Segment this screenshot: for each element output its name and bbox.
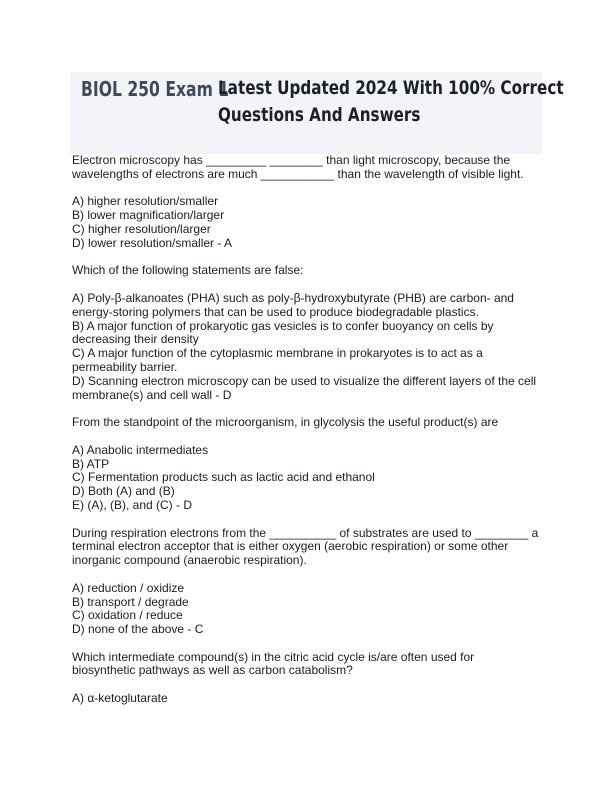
document-body	[72, 154, 544, 720]
text-line: B) A major function of prokaryotic gas vesicles is to confer buoyancy on cells by	[72, 318, 494, 333]
text-line: B) ATP	[72, 456, 110, 471]
text-line: D) Both (A) and (B)	[72, 484, 175, 499]
text-line: From the standpoint of the microorganism, in glycolysis the useful product(s) are	[72, 415, 499, 430]
document-title-line-2: Questions And Answers	[218, 104, 421, 126]
text-paragraph	[72, 154, 544, 182]
document-title-line-1: Latest Updated 2024 With 100% Correct	[218, 77, 564, 99]
text-line: E) (A), (B), and (C) - D	[72, 497, 193, 512]
text-line: terminal electron acceptor that is either oxygen (aerobic respiration) or some other	[72, 539, 509, 554]
text-line: Electron microscopy has _________ ________ than light microscopy, because the	[72, 153, 511, 167]
text-line: energy-storing polymers that can be used to produce biodegradable plastics.	[72, 304, 479, 319]
text-paragraph	[72, 527, 544, 568]
text-line: A) higher resolution/smaller	[72, 194, 219, 209]
text-line: biosynthetic pathways as well as carbon catabolism?	[72, 663, 353, 678]
text-paragraph	[72, 292, 544, 402]
text-paragraph	[72, 444, 544, 513]
text-paragraph	[72, 651, 544, 679]
text-line: permeability barrier.	[72, 359, 178, 374]
text-line: decreasing their density	[72, 332, 199, 347]
text-paragraph	[72, 692, 544, 706]
text-paragraph	[72, 264, 544, 278]
text-line: C) A major function of the cytoplasmic membrane in prokaryotes is to act as a	[72, 346, 483, 361]
text-line: inorganic compound (anaerobic respiration).	[72, 553, 307, 568]
text-line: During respiration electrons from the __________ of substrates are used to ________ a	[72, 525, 539, 540]
text-line: B) lower magnification/larger	[72, 208, 225, 223]
text-line: D) lower resolution/smaller - A	[72, 235, 233, 250]
document-title-course: BIOL 250 Exam 1	[81, 77, 230, 101]
text-line: D) none of the above - C	[72, 622, 204, 637]
text-line: C) oxidation / reduce	[72, 608, 183, 623]
text-line: C) higher resolution/larger	[72, 221, 211, 236]
text-line: A) reduction / oxidize	[72, 580, 185, 595]
text-line: membrane(s) and cell wall - D	[72, 387, 232, 402]
text-line: A) Anabolic intermediates	[72, 442, 209, 457]
text-line: C) Fermentation products such as lactic acid and ethanol	[72, 470, 375, 485]
text-paragraph	[72, 195, 544, 250]
text-line: A) α-ketoglutarate	[72, 691, 168, 706]
text-line: A) Poly-β-alkanoates (PHA) such as poly-β-hydroxybutyrate (PHB) are carbon- and	[72, 290, 514, 305]
text-line: wavelengths of electrons are much ___________ than the wavelength of visible light.	[72, 166, 524, 181]
text-paragraph	[72, 416, 544, 430]
text-paragraph	[72, 582, 544, 637]
text-line: Which intermediate compound(s) in the citric acid cycle is/are often used for	[72, 649, 475, 664]
text-line: D) Scanning electron microscopy can be used to visualize the different layers of the cell	[72, 373, 537, 388]
text-line: Which of the following statements are false:	[72, 263, 304, 278]
text-line: B) transport / degrade	[72, 594, 189, 609]
